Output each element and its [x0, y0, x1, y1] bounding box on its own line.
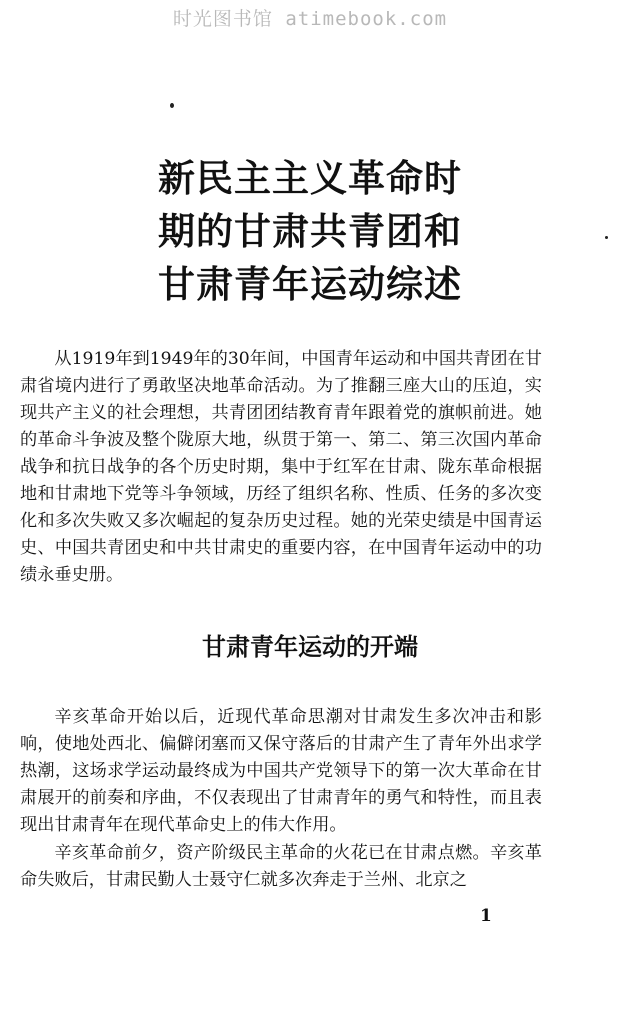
title-line-3: 甘肃青年运动综述 [158, 263, 462, 306]
intro-paragraph: 从1919年到1949年的30年间，中国青年运动和中国共青团在甘肃省境内进行了勇敢坚决地革命活动。为了推翻三座大山的压迫，实现共产主义的社会理想，共青团团结教育青年跟着党的旗帜前进。她的革命斗争波及整个陇原大地，纵贯于第一、第二、第三次国内革命战争和抗日战争的各个历史时期，集中于红军在甘肃、陇东革命根据地和甘肃地下党等斗争领域，历经了组织名称、性质、任务的多次变化和多次失败又多次崛起的复杂历史过程。她的光荣史绩是中国青运史、中国共青团史和中共甘肃史的重要内容，在中国青年运动中的功绩永垂史册。 [20, 349, 542, 585]
section-heading: 甘肃青年运动的开端 [202, 633, 418, 661]
title-line-2: 期的甘肃共青团和 [158, 210, 462, 253]
title-line-1: 新民主主义革命时 [158, 157, 462, 200]
page-number: 1 [480, 906, 492, 926]
section-paragraph-1: 辛亥革命开始以后，近现代革命思潮对甘肃发生多次冲击和影响，使地处西北、偏僻闭塞而又保守落后的甘肃产生了青年外出求学热潮，这场求学运动最终成为中国共产党领导下的第一次大革命在甘肃展开的前奏和序曲，不仅表现出了甘肃青年的勇气和特性，而且表现出甘肃青年在现代革命史上的伟大作用。 [20, 707, 542, 835]
article-title [0, 152, 620, 311]
scan-speck [170, 103, 174, 108]
watermark: 时光图书馆 atimebook.com [172, 8, 448, 30]
section-paragraph-2: 辛亥革命前夕，资产阶级民主革命的火花已在甘肃点燃。辛亥革命失败后，甘肃民勤人士聂守仁就多次奔走于兰州、北京之 [20, 843, 542, 890]
